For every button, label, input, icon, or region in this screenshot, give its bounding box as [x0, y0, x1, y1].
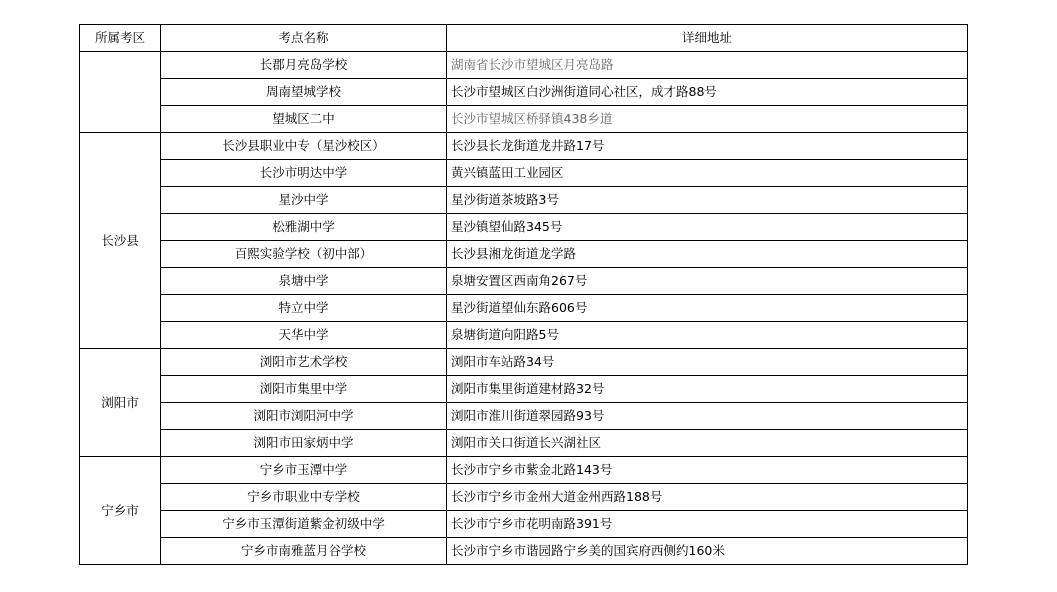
table-row	[80, 133, 968, 160]
header-address: 详细地址	[447, 25, 968, 52]
table-row	[80, 457, 968, 484]
site-name-cell: 长郡月亮岛学校	[161, 52, 447, 79]
address-cell: 泉塘街道向阳路5号	[447, 322, 968, 349]
site-name-cell: 松雅湖中学	[161, 214, 447, 241]
table-body	[80, 52, 968, 565]
address-cell: 长沙县长龙街道龙井路17号	[447, 133, 968, 160]
address-cell: 长沙市望城区白沙洲街道同心社区，成才路88号	[447, 79, 968, 106]
table-row	[80, 511, 968, 538]
header-site-name: 考点名称	[161, 25, 447, 52]
address-cell: 浏阳市集里街道建材路32号	[447, 376, 968, 403]
table-row	[80, 538, 968, 565]
district-cell: 宁乡市	[80, 457, 161, 565]
table-row	[80, 403, 968, 430]
site-name-cell: 百熙实验学校（初中部）	[161, 241, 447, 268]
address-cell: 长沙市宁乡市花明南路391号	[447, 511, 968, 538]
table-row	[80, 322, 968, 349]
table-row	[80, 376, 968, 403]
table-row	[80, 106, 968, 133]
site-name-cell: 天华中学	[161, 322, 447, 349]
table-row	[80, 187, 968, 214]
table-row	[80, 295, 968, 322]
site-name-cell: 周南望城学校	[161, 79, 447, 106]
exam-site-table	[79, 24, 968, 565]
address-cell: 长沙市望城区桥驿镇438乡道	[447, 106, 968, 133]
table-row	[80, 430, 968, 457]
site-name-cell: 宁乡市南雅蓝月谷学校	[161, 538, 447, 565]
header-district: 所属考区	[80, 25, 161, 52]
site-name-cell: 宁乡市玉潭中学	[161, 457, 447, 484]
site-name-cell: 浏阳市艺术学校	[161, 349, 447, 376]
table-row	[80, 241, 968, 268]
site-name-cell: 宁乡市玉潭街道紫金初级中学	[161, 511, 447, 538]
site-name-cell: 特立中学	[161, 295, 447, 322]
table-row	[80, 484, 968, 511]
address-cell: 星沙镇望仙路345号	[447, 214, 968, 241]
site-name-cell: 宁乡市职业中专学校	[161, 484, 447, 511]
site-name-cell: 浏阳市田家炳中学	[161, 430, 447, 457]
table-row	[80, 160, 968, 187]
address-cell: 长沙市宁乡市金州大道金州西路188号	[447, 484, 968, 511]
address-cell: 湖南省长沙市望城区月亮岛路	[447, 52, 968, 79]
address-cell: 星沙街道茶坡路3号	[447, 187, 968, 214]
address-cell: 浏阳市关口街道长兴湖社区	[447, 430, 968, 457]
table-row	[80, 52, 968, 79]
site-name-cell: 浏阳市集里中学	[161, 376, 447, 403]
address-cell: 黄兴镇蓝田工业园区	[447, 160, 968, 187]
site-name-cell: 泉塘中学	[161, 268, 447, 295]
header-row	[80, 25, 968, 52]
site-name-cell: 望城区二中	[161, 106, 447, 133]
district-cell	[80, 52, 161, 133]
site-name-cell: 长沙县职业中专（星沙校区）	[161, 133, 447, 160]
table-row	[80, 79, 968, 106]
table-row	[80, 214, 968, 241]
site-name-cell: 长沙市明达中学	[161, 160, 447, 187]
address-cell: 长沙市宁乡市紫金北路143号	[447, 457, 968, 484]
address-cell: 浏阳市淮川街道翠园路93号	[447, 403, 968, 430]
address-cell: 泉塘安置区西南角267号	[447, 268, 968, 295]
address-cell: 星沙街道望仙东路606号	[447, 295, 968, 322]
table-row	[80, 349, 968, 376]
address-cell: 长沙县湘龙街道龙学路	[447, 241, 968, 268]
district-cell: 浏阳市	[80, 349, 161, 457]
site-name-cell: 浏阳市浏阳河中学	[161, 403, 447, 430]
table-row	[80, 268, 968, 295]
district-cell: 长沙县	[80, 133, 161, 349]
address-cell: 长沙市宁乡市谐园路宁乡美的国宾府西侧约160米	[447, 538, 968, 565]
site-name-cell: 星沙中学	[161, 187, 447, 214]
address-cell: 浏阳市车站路34号	[447, 349, 968, 376]
